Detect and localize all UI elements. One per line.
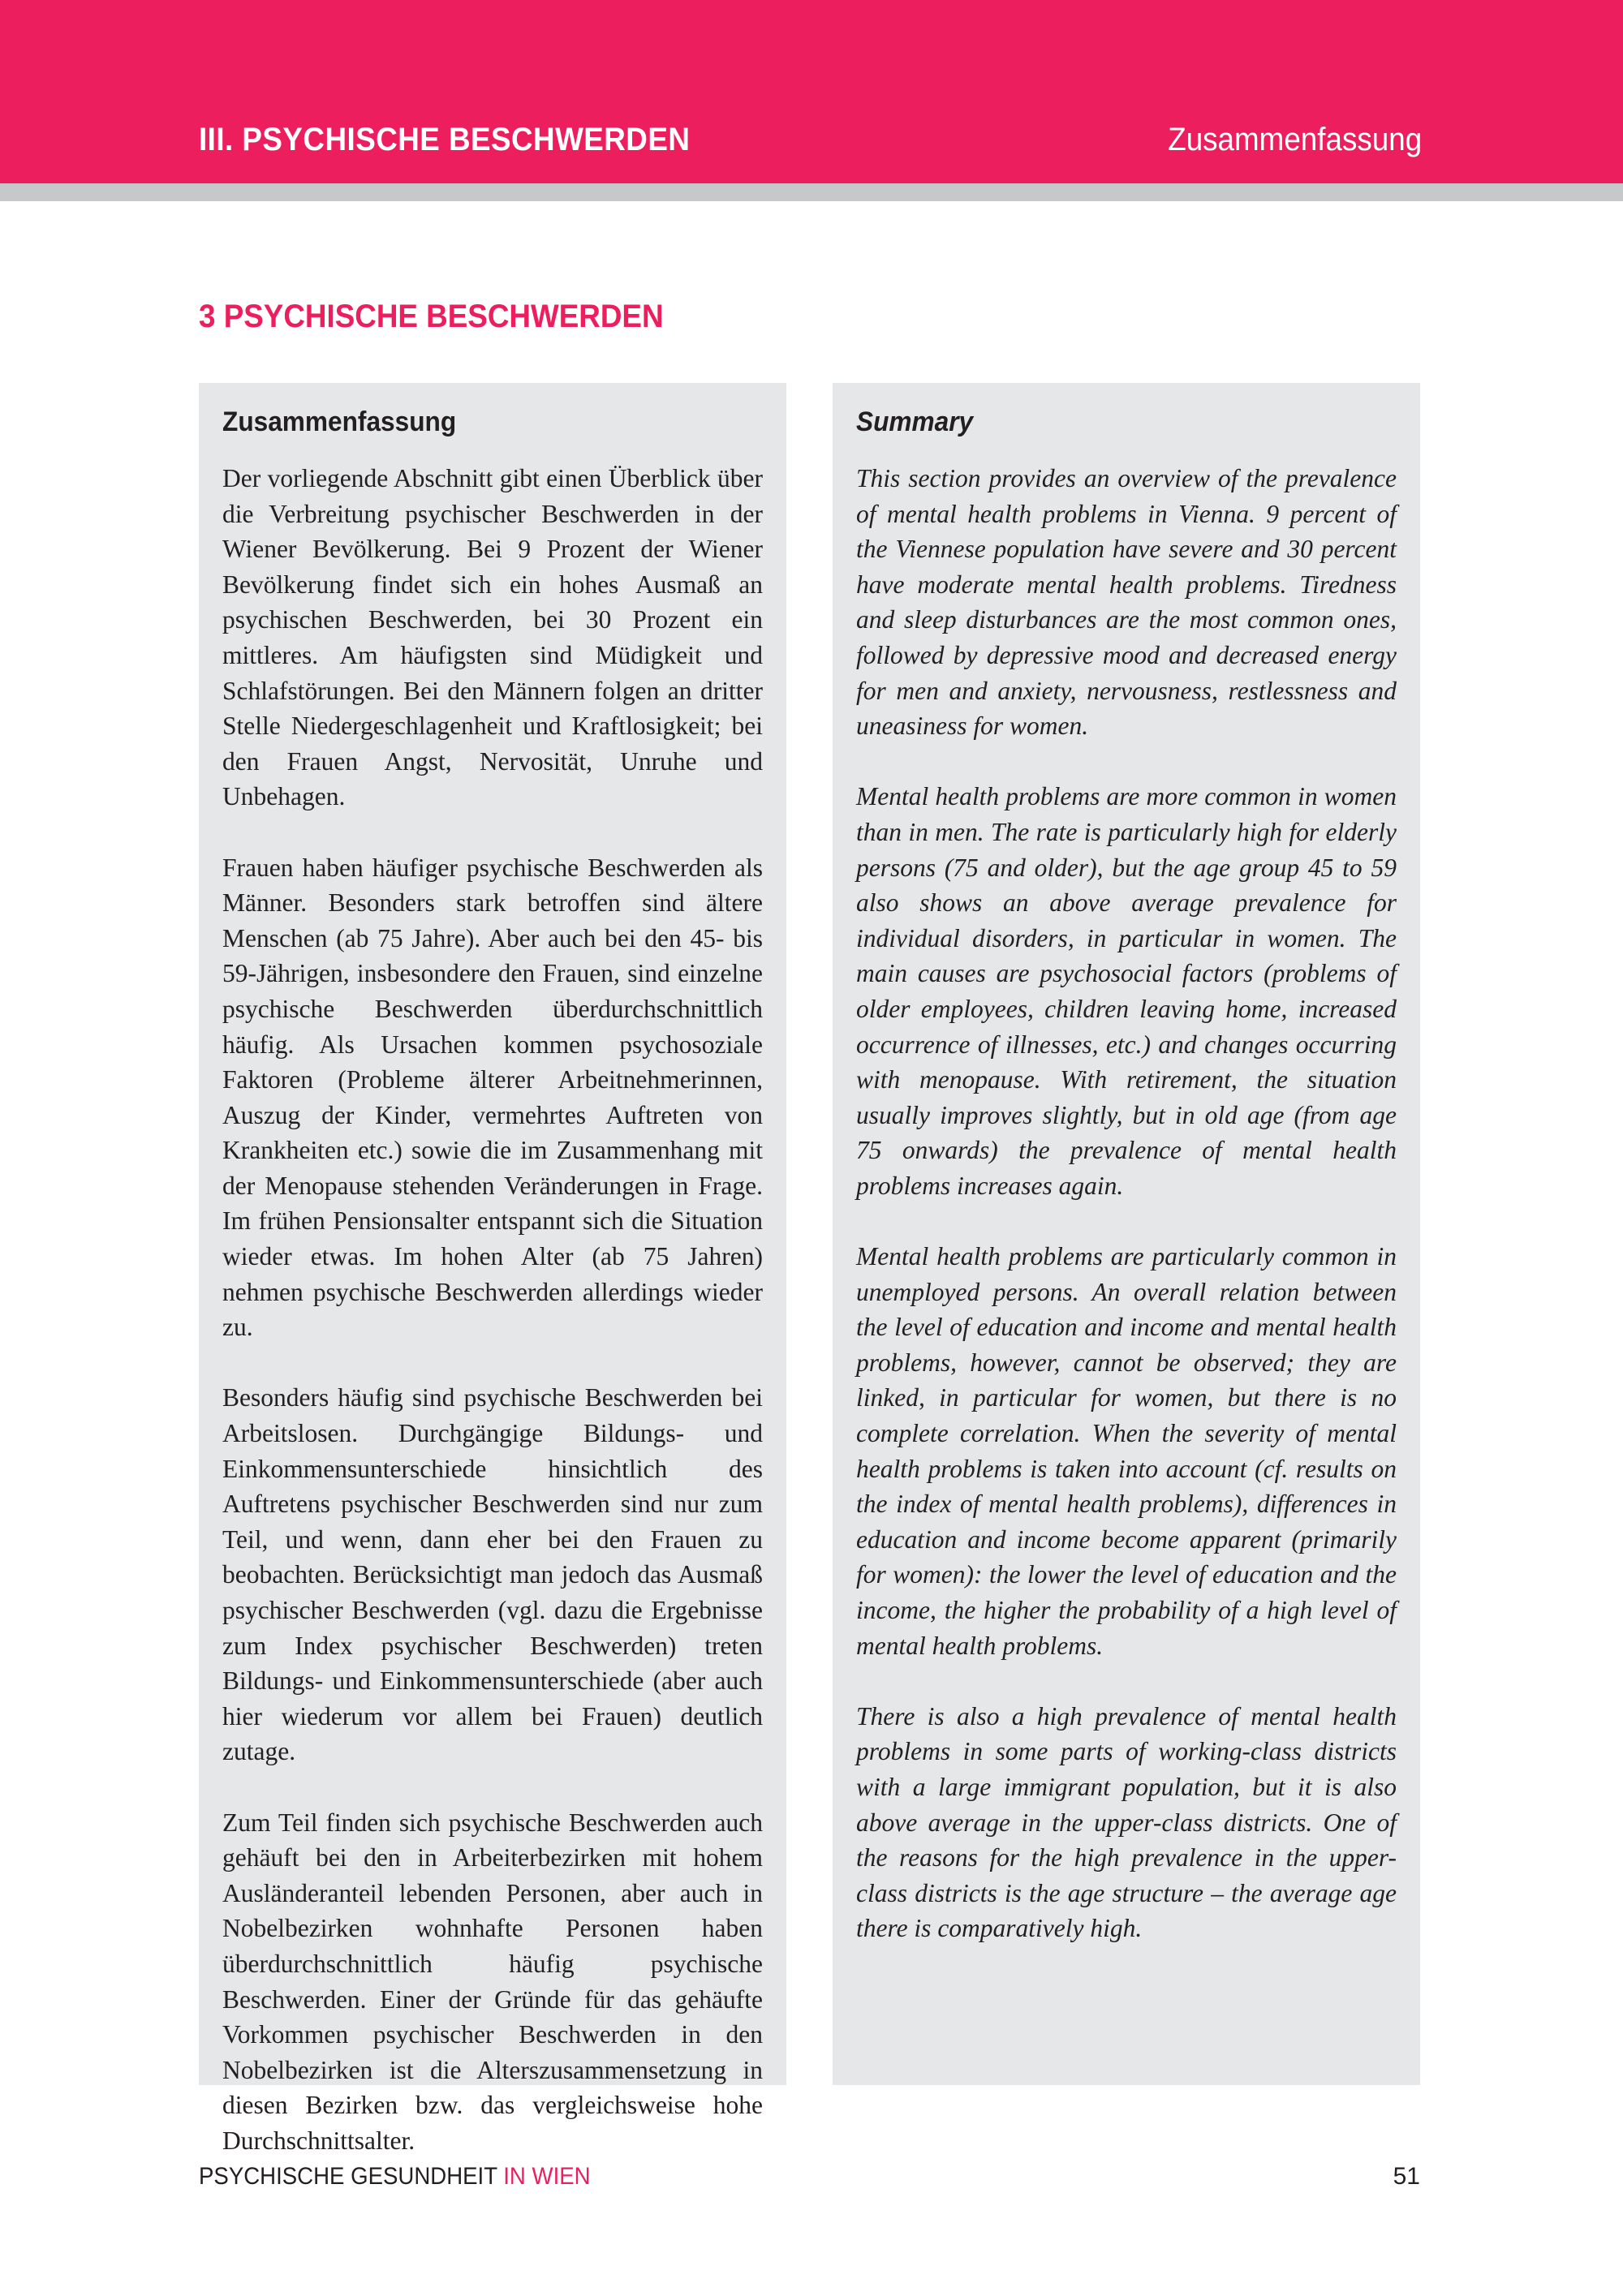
footer-publication-title: PSYCHISCHE GESUNDHEIT (199, 2163, 497, 2190)
page-number: 51 (1393, 2163, 1420, 2190)
header-bar (0, 0, 1623, 183)
header-rule (0, 183, 1623, 201)
footer-publication-accent: IN WIEN (503, 2163, 591, 2190)
footer-publication (199, 2163, 591, 2191)
german-paragraph: Zum Teil finden sich psychische Beschwerden auch gehäuft bei den in Arbeiterbezirken mit hohem Ausländeranteil lebenden Personen, aber auch in Nobelbezirken wohnhafte Personen haben überdurchschnittlich häufig psychische Beschwerden. Einer der Gründe für das gehäufte Vorkommen psychischer Beschwerden in den Nobelbezirken ist die Alterszusammensetzung in diesen Bezirken bzw. das vergleichsweise hohe Durchschnittsalter. (222, 1808, 763, 2155)
german-paragraph: Besonders häufig sind psychische Beschwerden bei Arbeitslosen. Durchgängige Bildungs- und Einkommensunterschiede hinsichtlich des Auftretens psychischer Beschwerden sind nur zum Teil, und wenn, dann eher bei den Frauen zu beobachten. Berücksichtigt man jedoch das Ausmaß psychischer Beschwerden (vgl. dazu die Ergebnisse zum Index psychischer Beschwerden) treten Bildungs- und Einkommensunterschiede (aber auch hier wiederum vor allem bei Frauen) deutlich zutage. (222, 1383, 763, 1766)
english-summary-title: Summary (856, 406, 974, 437)
section-label: Zusammenfassung (1168, 122, 1422, 157)
english-summary-box (833, 383, 1420, 2085)
chapter-title: III. PSYCHISCHE BESCHWERDEN (199, 122, 691, 157)
german-summary-title: Zusammenfassung (222, 406, 457, 437)
german-paragraph: Der vorliegende Abschnitt gibt einen Überblick über die Verbreitung psychischer Beschwerden in der Wiener Bevölkerung. Bei 9 Prozent der Wiener Bevölkerung findet sich ein hohes Ausmaß an psychischen Beschwerden, bei 30 Prozent ein mittleres. Am häufigsten sind Müdigkeit und Schlafstörungen. Bei den Männern folgen an dritter Stelle Niedergeschlagenheit und Kraftlosigkeit; bei den Frauen Angst, Nervosität, Unruhe und Unbehagen. (222, 464, 763, 811)
english-paragraph: There is also a high prevalence of mental health problems in some parts of working-class districts with a large immigrant population, but it is also above average in the upper-class districts. One of the reasons for the high prevalence in the upper-class districts is the age structure – the average age there is comparatively high. (856, 1701, 1397, 1943)
section-title: 3 PSYCHISCHE BESCHWERDEN (199, 299, 664, 334)
english-paragraph: This section provides an overview of the prevalence of mental health problems in Vienna. 9 percent of the Viennese population have severe and 30 percent have moderate mental health problems. Tiredness and sleep disturbances are the most common ones, followed by depressive mood and decreased energy for men and anxiety, nervousness, restlessness and uneasiness for women. (856, 464, 1397, 741)
english-paragraph: Mental health problems are particularly common in unemployed persons. An overall relation between the level of education and income and mental health problems, however, cannot be observed; they are linked, in particular for women, but there is no complete correlation. When the severity of mental health problems is taken into account (cf. results on the index of mental health problems), differences in education and income become apparent (primarily for women): the lower the level of education and the income, the higher the probability of a high level of mental health problems. (856, 1242, 1397, 1660)
german-paragraph: Frauen haben häufiger psychische Beschwerden als Männer. Besonders stark betroffen sind ältere Menschen (ab 75 Jahre). Aber auch bei den 45- bis 59-Jährigen, insbesondere den Frauen, sind einzelne psychische Beschwerden überdurchschnittlich häufig. Als Ursachen kommen psychosoziale Faktoren (Probleme älterer Arbeitnehmerinnen, Auszug der Kinder, vermehrtes Auftreten von Krankheiten etc.) sowie die im Zusammenhang mit der Menopause stehenden Veränderungen in Frage. Im frühen Pensionsalter entspannt sich die Situation wieder etwas. Im hohen Alter (ab 75 Jahren) nehmen psychische Beschwerden allerdings wieder zu. (222, 853, 763, 1342)
english-paragraph: Mental health problems are more common in women than in men. The rate is particularly high for elderly persons (75 and older), but the age group 45 to 59 also shows an above average prevalence for individual disorders, in particular in women. The main causes are psychosocial factors (problems of older employees, children leaving home, increased occurrence of illnesses, etc.) and changes occurring with menopause. With retirement, the situation usually improves slightly, but in old age (from age 75 onwards) the prevalence of mental health problems increases again. (856, 782, 1397, 1200)
german-summary-box (199, 383, 786, 2155)
